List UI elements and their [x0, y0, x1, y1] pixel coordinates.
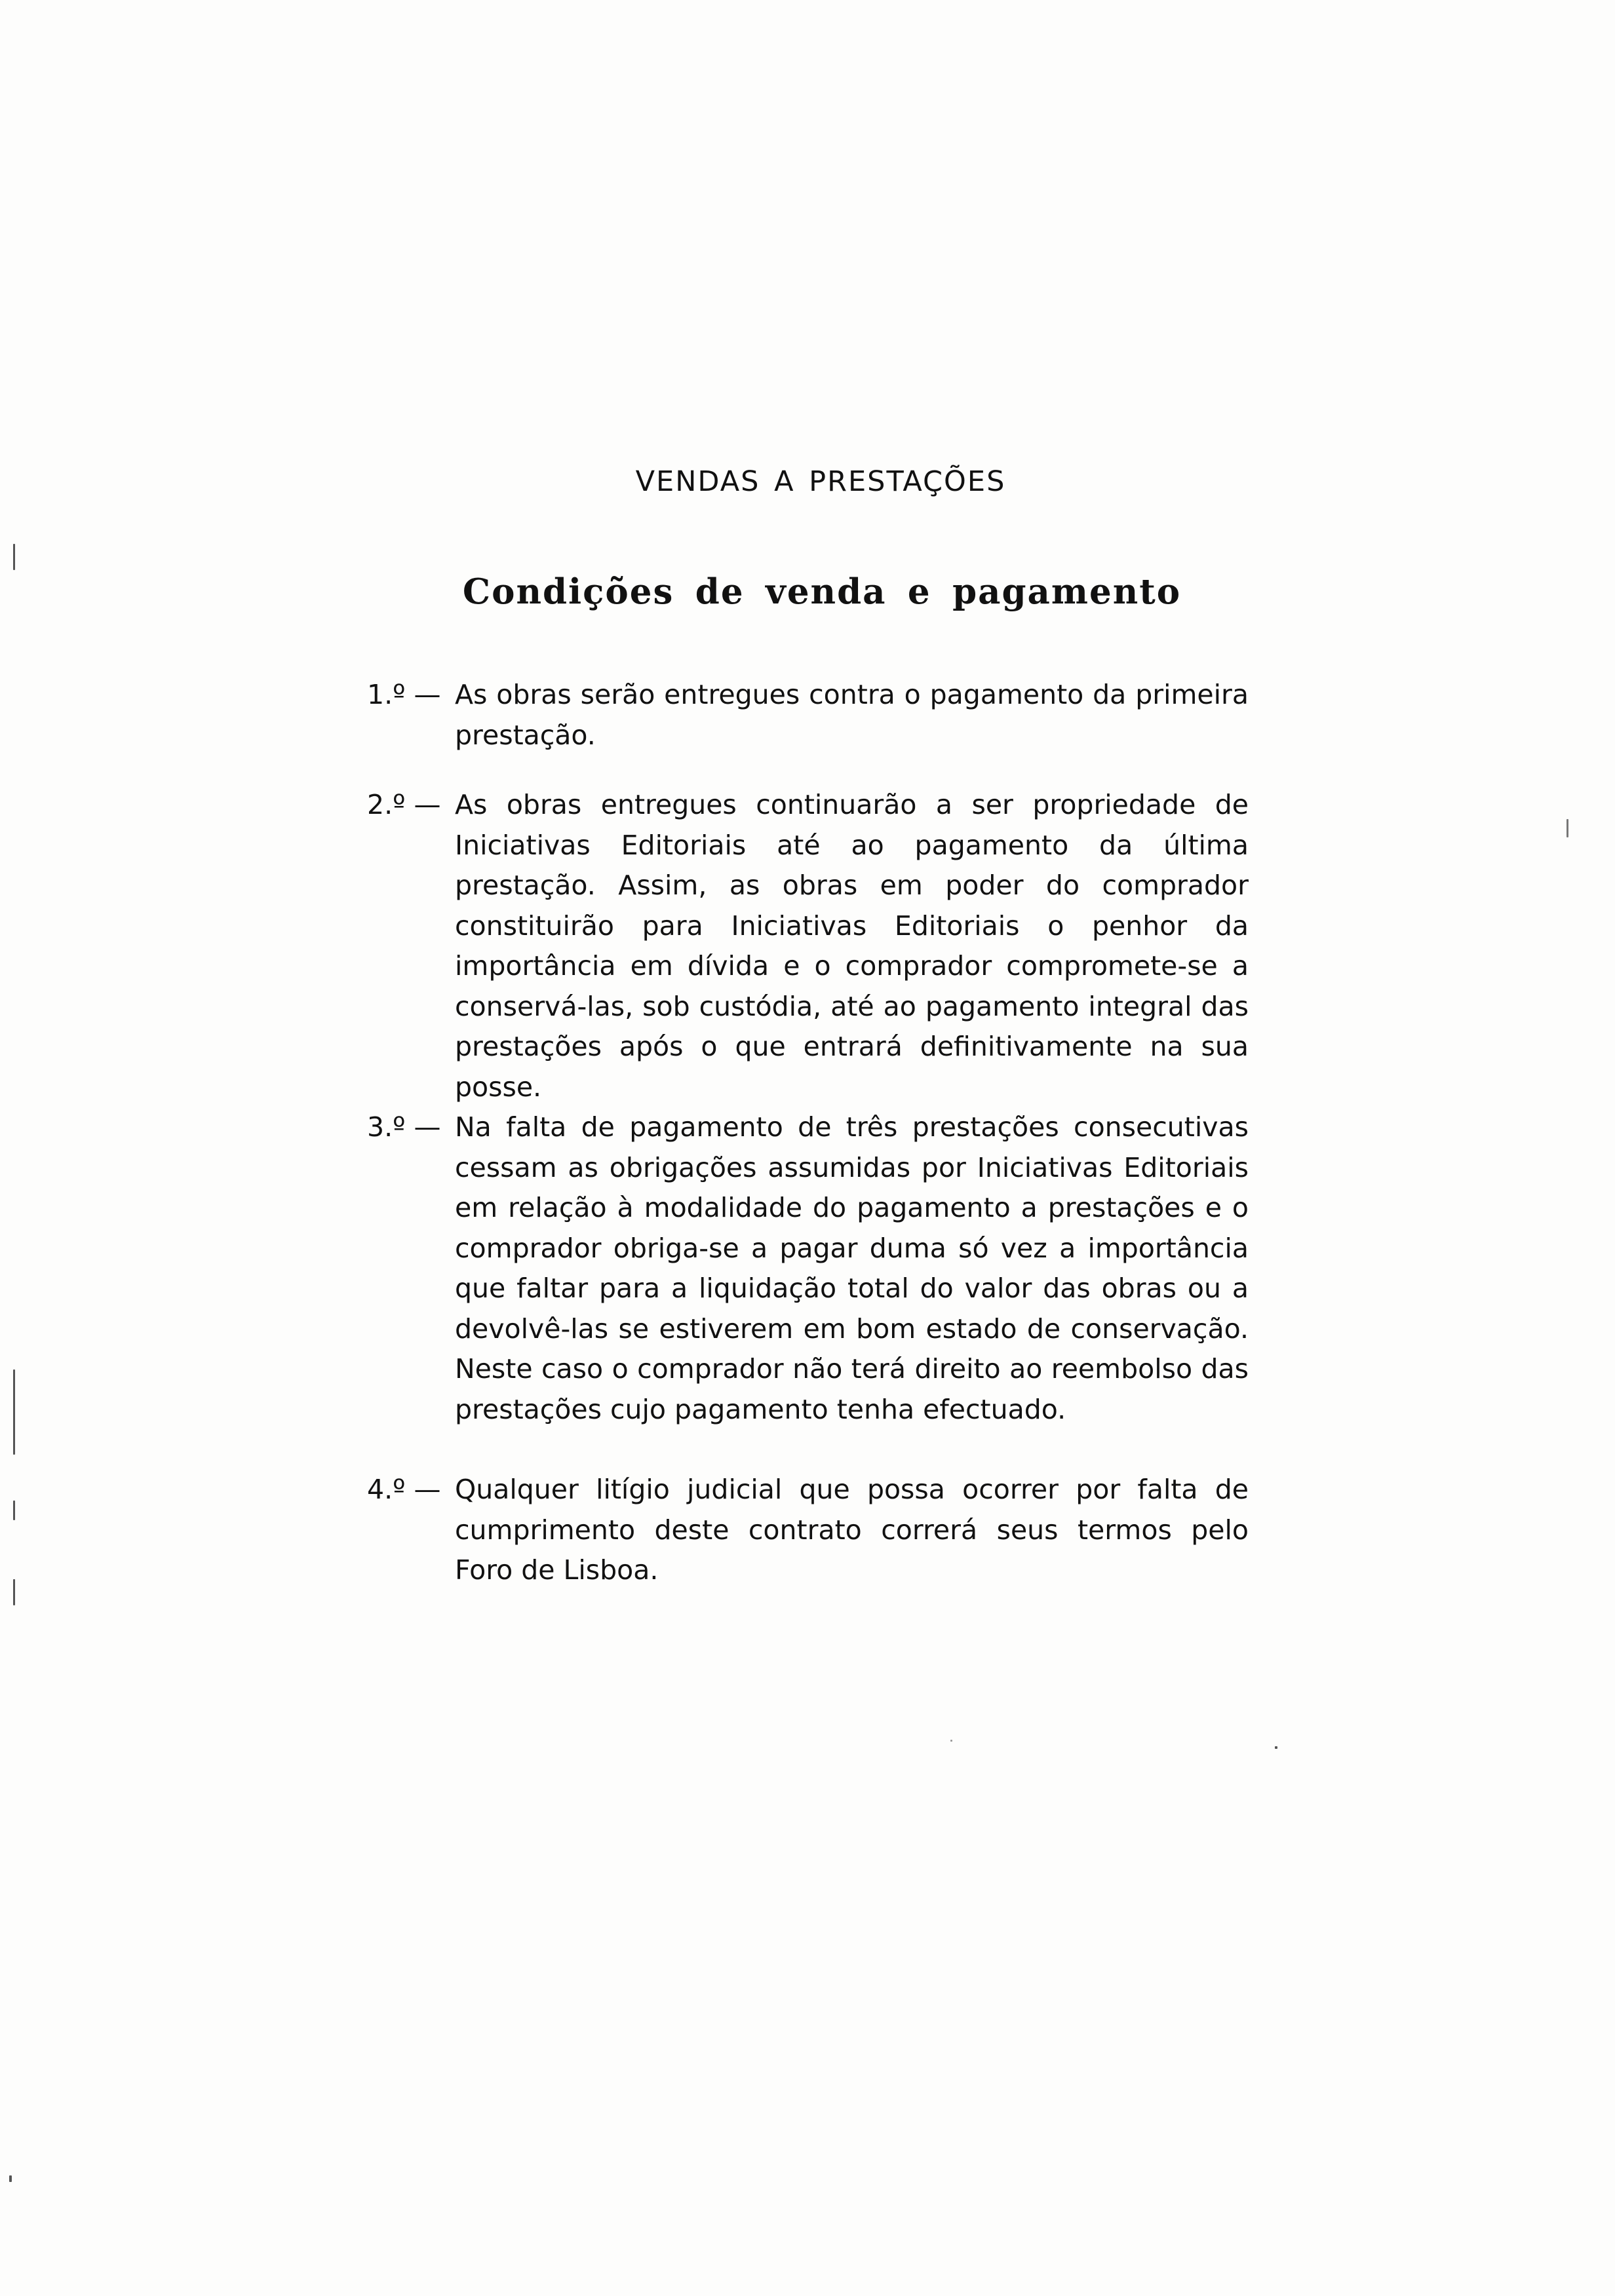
clause-text: As obras serão entregues contra o pagamento da primeira prestação. — [455, 679, 1249, 751]
clause-text: Na falta de pagamento de três prestações consecutivas cessam as obrigações assumidas por Iniciativas Editoriais em relação à modalidade do pagamento a prestações e o comprador obriga-se a pagar duma só vez a importância que faltar para a liquidação total do valor das obras ou a devolvê-las se estiverem em bom estado de conservação. Neste caso o comprador não terá direito ao reembolso das prestações cujo pagamento tenha efectuado. — [455, 1111, 1249, 1425]
scan-speck — [13, 1501, 15, 1520]
scan-speck — [13, 1369, 15, 1455]
clause-number: 2.º — — [367, 789, 441, 820]
scan-speck — [9, 2175, 12, 2182]
clause-4 — [367, 1470, 1249, 1591]
clause-number: 4.º — — [367, 1474, 441, 1505]
clause-1 — [367, 675, 1249, 756]
document-subtitle: Condições de venda e pagamento — [462, 571, 1182, 612]
scan-speck — [13, 544, 15, 570]
scan-speck — [1566, 819, 1568, 837]
clause-number: 1.º — — [367, 679, 441, 710]
clause-text: As obras entregues continuarão a ser propriedade de Iniciativas Editoriais até ao pagamento da última prestação. Assim, as obras em poder do comprador constituirão para Iniciativas Editoriais o penhor da importância em dívida e o comprador compromete-se a conservá-las, sob custódia, até ao pagamento integral das prestações após o que entrará definitivamente na sua posse. — [455, 789, 1249, 1103]
scan-speck — [13, 1579, 15, 1605]
clause-text: Qualquer litígio judicial que possa ocorrer por falta de cumprimento deste contrato correrá seus termos pelo Foro de Lisboa. — [455, 1474, 1249, 1586]
clause-number: 3.º — — [367, 1111, 441, 1143]
clause-3 — [367, 1107, 1249, 1430]
clause-2 — [367, 785, 1249, 1107]
scan-speck — [1275, 1746, 1277, 1749]
scan-speck — [950, 1740, 952, 1742]
document-title: VENDAS A PRESTAÇÕES — [635, 465, 1006, 498]
